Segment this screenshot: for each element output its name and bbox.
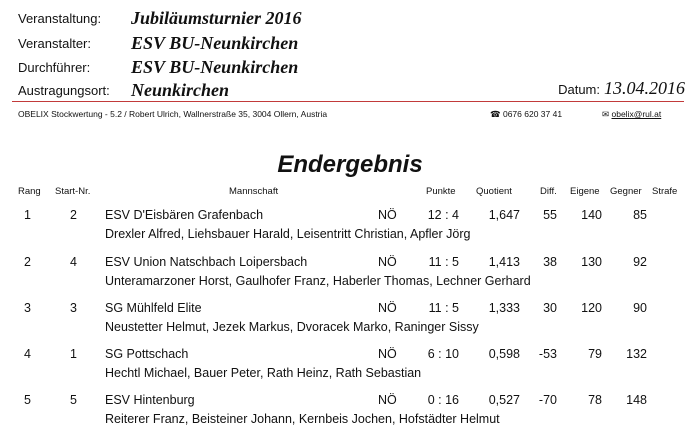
players-cell: Neustetter Helmut, Jezek Markus, Dvoracek Marko, Raninger Sissy: [105, 320, 479, 334]
team-cell: SG Pottschach: [105, 347, 189, 361]
table-row: [0, 208, 700, 254]
col-header-start: Start-Nr.: [55, 186, 91, 197]
start-cell: 5: [70, 393, 77, 407]
quotient-cell: 0,527: [488, 393, 520, 407]
header-value: Jubiläumsturnier 2016: [131, 8, 302, 28]
table-row: [0, 255, 700, 301]
phone-number: 0676 620 37 41: [502, 109, 563, 119]
punkte-cell: 0 : 16: [427, 393, 459, 407]
punkte-cell: 6 : 10: [427, 347, 459, 361]
page-title: Endergebnis: [277, 151, 423, 178]
email-contact: [602, 109, 661, 120]
quotient-cell: 1,333: [488, 301, 520, 315]
table-row: [0, 347, 700, 393]
diff-cell: -53: [538, 347, 557, 361]
col-header-team: Mannschaft: [229, 186, 279, 197]
header-label: Austragungsort:: [18, 83, 110, 98]
phone-icon: ☎: [490, 109, 501, 119]
col-header-diff: Diff.: [540, 186, 557, 197]
punkte-cell: 11 : 5: [428, 255, 459, 269]
players-cell: Hechtl Michael, Bauer Peter, Rath Heinz, Rath Sebastian: [105, 366, 422, 380]
datum-value: 13.04.2016: [604, 78, 685, 98]
gegner-cell: 148: [626, 393, 647, 407]
land-cell: NÖ: [378, 255, 397, 269]
eigene-cell: 120: [581, 301, 602, 315]
phone-contact: [490, 109, 562, 120]
gegner-cell: 132: [626, 347, 647, 361]
table-row: [0, 301, 700, 347]
col-header-punkte: Punkte: [426, 186, 456, 197]
start-cell: 1: [70, 347, 77, 361]
players-cell: Unteramarzoner Horst, Gaulhofer Franz, Haberler Thomas, Lechner Gerhard: [105, 274, 531, 288]
team-cell: SG Mühlfeld Elite: [105, 301, 202, 315]
punkte-cell: 12 : 4: [427, 208, 459, 222]
diff-cell: 30: [543, 301, 557, 315]
header-value: ESV BU-Neunkirchen: [131, 57, 299, 77]
rang-cell: 2: [24, 255, 31, 269]
col-header-eigene: Eigene: [570, 186, 600, 197]
rang-cell: 5: [24, 393, 31, 407]
diff-cell: -70: [538, 393, 557, 407]
rang-cell: 1: [24, 208, 31, 222]
rang-cell: 4: [24, 347, 31, 361]
datum-label: Datum:: [558, 82, 600, 97]
header-label: Veranstaltung:: [18, 11, 102, 26]
eigene-cell: 79: [588, 347, 602, 361]
header-row-veranstaltung: [18, 8, 684, 30]
start-cell: 2: [70, 208, 77, 222]
quotient-cell: 0,598: [488, 347, 520, 361]
quotient-cell: 1,647: [488, 208, 520, 222]
col-header-gegner: Gegner: [610, 186, 642, 197]
header-row-veranstalter: [18, 33, 684, 55]
mail-icon: ✉: [602, 109, 610, 119]
col-header-quotient: Quotient: [476, 186, 512, 197]
start-cell: 4: [70, 255, 77, 269]
team-cell: ESV D'Eisbären Grafenbach: [105, 208, 264, 222]
gegner-cell: 92: [633, 255, 647, 269]
eigene-cell: 130: [581, 255, 602, 269]
rang-cell: 3: [24, 301, 31, 315]
table-row: [0, 393, 700, 439]
header-value: Neunkirchen: [131, 80, 230, 100]
players-cell: Reiterer Franz, Beisteiner Johann, Kernbeis Jochen, Hofstädter Helmut: [105, 412, 500, 426]
gegner-cell: 90: [633, 301, 647, 315]
team-cell: ESV Hintenburg: [105, 393, 195, 407]
quotient-cell: 1,413: [488, 255, 520, 269]
eigene-cell: 140: [581, 208, 602, 222]
col-header-rang: Rang: [18, 186, 41, 197]
email-link[interactable]: obelix@rul.at: [611, 109, 662, 119]
start-cell: 3: [70, 301, 77, 315]
land-cell: NÖ: [378, 347, 397, 361]
software-credit: OBELIX Stockwertung - 5.2 / Robert Ulrich, Wallnerstraße 35, 3004 Ollern, Austria: [18, 109, 328, 119]
header-label: Veranstalter:: [18, 36, 91, 51]
land-cell: NÖ: [378, 208, 397, 222]
header-label: Durchführer:: [18, 60, 91, 75]
divider-line: [12, 101, 684, 102]
header-value: ESV BU-Neunkirchen: [131, 33, 299, 53]
datum: [558, 78, 685, 99]
gegner-cell: 85: [633, 208, 647, 222]
land-cell: NÖ: [378, 393, 397, 407]
header-row-durchfuehrer: [18, 57, 684, 79]
col-header-strafe: Strafe: [652, 186, 678, 197]
eigene-cell: 78: [588, 393, 602, 407]
diff-cell: 38: [543, 255, 557, 269]
land-cell: NÖ: [378, 301, 397, 315]
team-cell: ESV Union Natschbach Loipersbach: [105, 255, 308, 269]
punkte-cell: 11 : 5: [428, 301, 459, 315]
players-cell: Drexler Alfred, Liehsbauer Harald, Leisentritt Christian, Apfler Jörg: [105, 227, 471, 241]
diff-cell: 55: [543, 208, 557, 222]
